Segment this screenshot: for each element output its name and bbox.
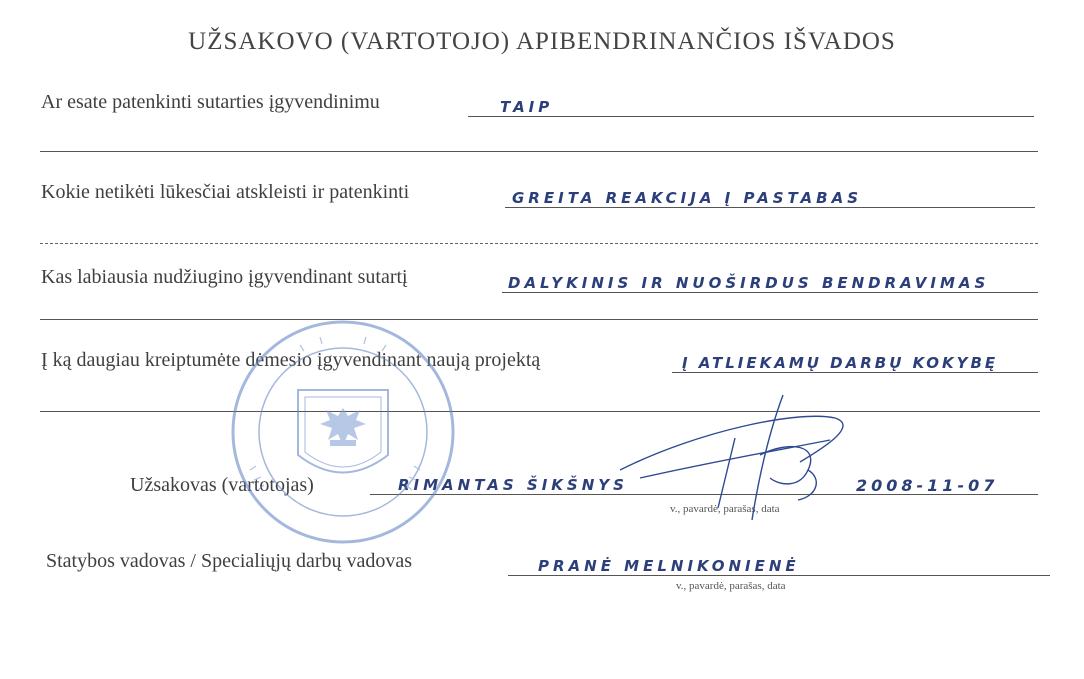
customer-caption: v., pavardė, parašas, data — [670, 503, 780, 515]
question-3-answer: DALYKINIS IR NUOŠIRDUS BENDRAVIMAS — [508, 274, 990, 292]
question-4-answer: Į ATLIEKAMŲ DARBŲ KOKYBĘ — [682, 354, 999, 372]
supervisor-name: PRANĖ MELNIKONIENĖ — [538, 557, 800, 575]
question-1-label: Ar esate patenkinti sutarties įgyvendinimu — [41, 91, 380, 113]
document-title: UŽSAKOVO (VARTOTOJO) APIBENDRINANČIOS IŠVADOS — [188, 28, 896, 55]
customer-label: Užsakovas (vartotojas) — [130, 474, 314, 496]
question-1-answer: TAIP — [500, 98, 554, 116]
question-2-label: Kokie netikėti lūkesčiai atskleisti ir patenkinti — [41, 181, 410, 203]
question-3-label: Kas labiausia nudžiugino įgyvendinant sutartį — [41, 266, 408, 288]
official-stamp — [233, 322, 453, 542]
supervisor-caption: v., pavardė, parašas, data — [676, 580, 786, 592]
question-2-answer: GREITA REAKCIJA Į PASTABAS — [512, 189, 863, 207]
handwritten-signature — [620, 395, 843, 520]
question-4-label: Į ką daugiau kreiptumėte dėmesio įgyvendinant naują projektą — [41, 349, 541, 371]
customer-name: RIMANTAS ŠIKŠNYS — [398, 476, 628, 494]
customer-date: 2008-11-07 — [856, 476, 999, 495]
supervisor-label: Statybos vadovas / Specialiųjų darbų vadovas — [46, 550, 413, 572]
